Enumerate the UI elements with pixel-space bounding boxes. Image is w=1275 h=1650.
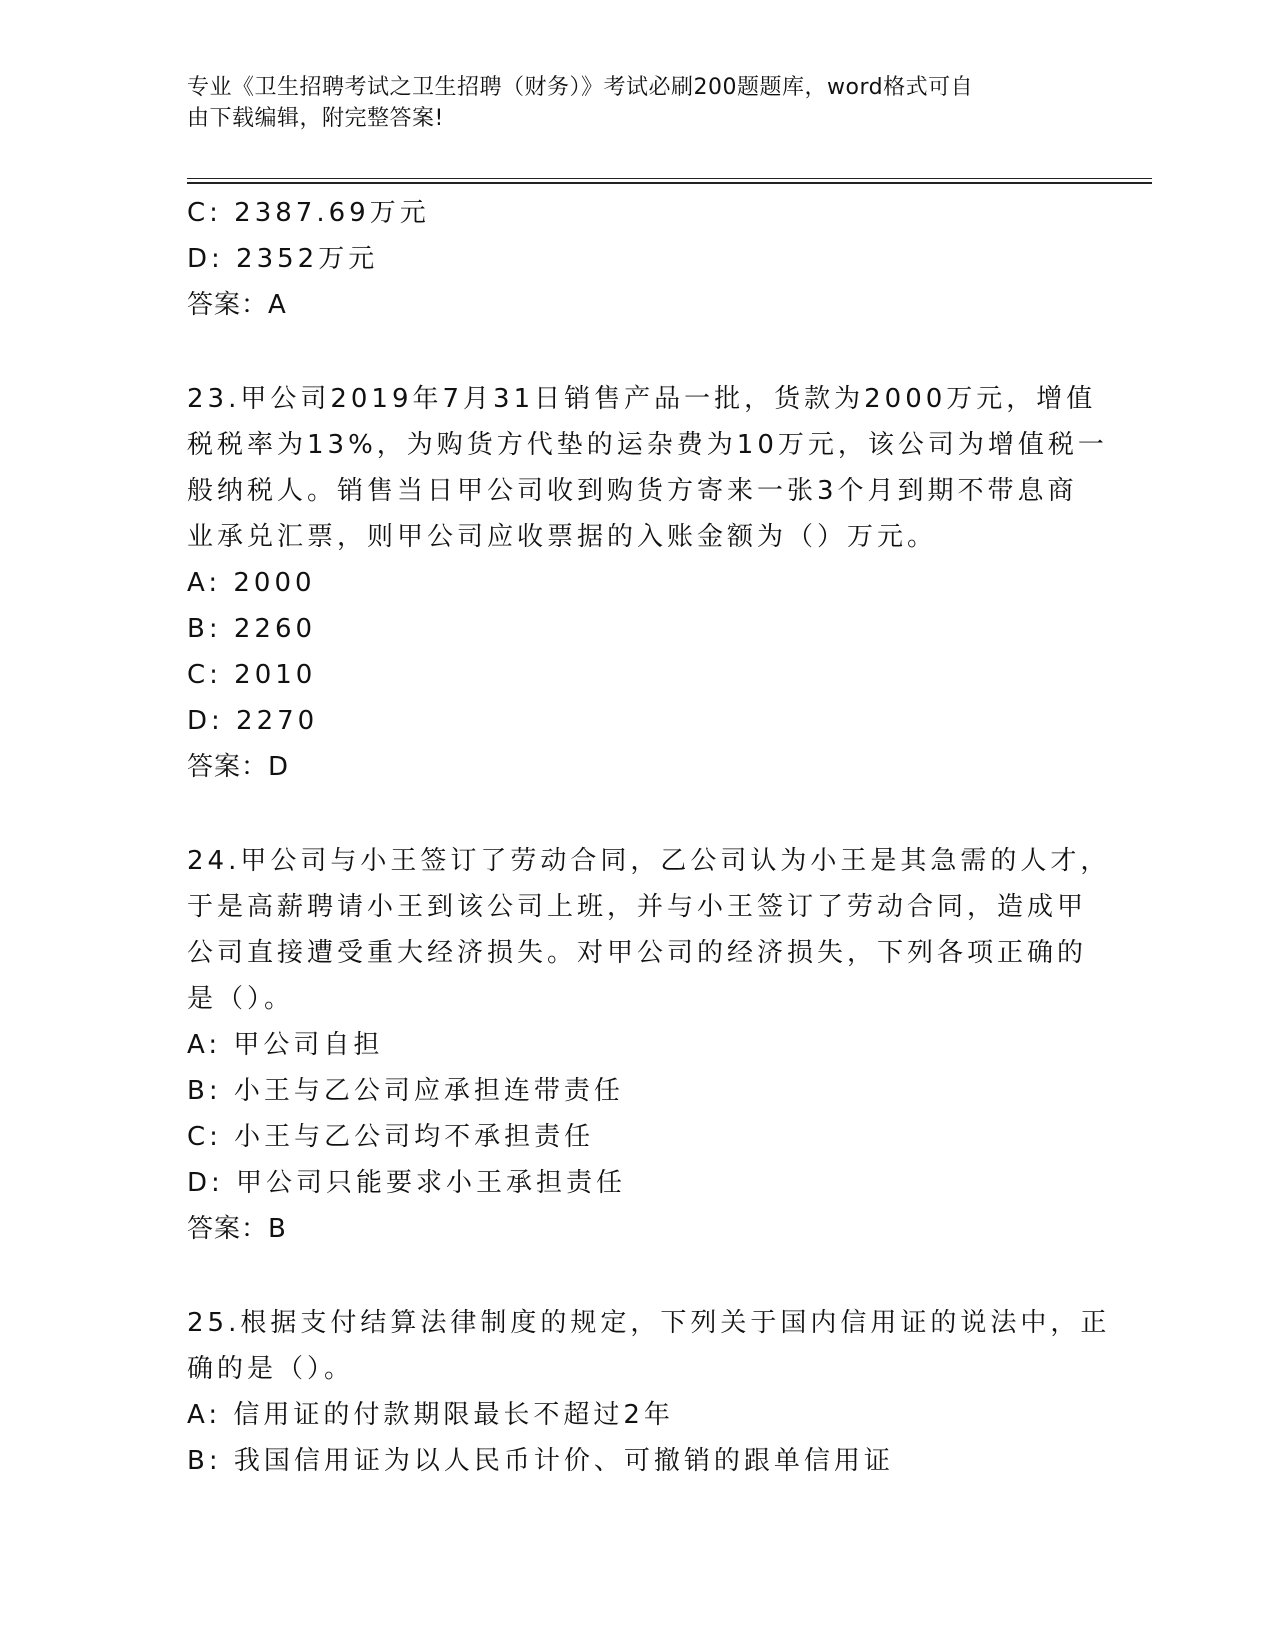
spacer <box>187 328 1087 376</box>
option-a: A: 2000 <box>187 568 316 598</box>
answer-line: 答案：B <box>187 1214 287 1244</box>
previous-question-tail <box>187 190 1087 328</box>
spacer <box>187 790 1087 838</box>
spacer <box>187 1252 1087 1300</box>
question-23 <box>187 376 1108 790</box>
option-a: A: 甲公司自担 <box>187 1030 384 1060</box>
question-stem <box>187 376 1108 560</box>
document-header <box>187 72 1067 134</box>
option-c: C: 2387.69万元 <box>187 198 430 228</box>
stem-line: 业承兑汇票，则甲公司应收票据的入账金额为（）万元。 <box>187 522 938 552</box>
header-line-2: 由下载编辑，附完整答案! <box>187 106 444 131</box>
stem-line: 是（）。 <box>187 984 295 1014</box>
question-list <box>187 190 1111 1484</box>
option-c: C: 2010 <box>187 660 317 690</box>
option-d: D: 2270 <box>187 706 319 736</box>
option-d: D: 2352万元 <box>187 244 379 274</box>
stem-line: 确的是（）。 <box>187 1354 355 1384</box>
option-b: B: 小王与乙公司应承担连带责任 <box>187 1076 624 1106</box>
header-divider-thick <box>187 182 1152 184</box>
option-b: B: 2260 <box>187 614 317 644</box>
question-stem <box>187 838 1111 1022</box>
stem-line: 24.甲公司与小王签订了劳动合同，乙公司认为小王是其急需的人才， <box>187 846 1111 876</box>
option-d: D: 甲公司只能要求小王承担责任 <box>187 1168 627 1198</box>
question-stem <box>187 1300 1111 1392</box>
question-24 <box>187 838 1111 1252</box>
option-c: C: 小王与乙公司均不承担责任 <box>187 1122 595 1152</box>
header-line-1: 专业《卫生招聘考试之卫生招聘（财务）》考试必刷200题题库，word格式可自 <box>187 75 974 100</box>
stem-line: 公司直接遭受重大经济损失。对甲公司的经济损失，下列各项正确的 <box>187 938 1088 968</box>
option-b: B: 我国信用证为以人民币计价、可撤销的跟单信用证 <box>187 1446 894 1476</box>
stem-line: 于是高薪聘请小王到该公司上班，并与小王签订了劳动合同，造成甲 <box>187 892 1088 922</box>
stem-line: 25.根据支付结算法律制度的规定，下列关于国内信用证的说法中，正 <box>187 1308 1111 1338</box>
stem-line: 23.甲公司2019年7月31日销售产品一批，货款为2000万元，增值 <box>187 384 1097 414</box>
answer-line: 答案：D <box>187 752 290 782</box>
stem-line: 般纳税人。销售当日甲公司收到购货方寄来一张3个月到期不带息商 <box>187 476 1078 506</box>
header-divider-thin <box>187 178 1152 179</box>
stem-line: 税税率为13%，为购货方代垫的运杂费为10万元，该公司为增值税一 <box>187 430 1108 460</box>
option-a: A: 信用证的付款期限最长不超过2年 <box>187 1400 674 1430</box>
question-25 <box>187 1300 1111 1484</box>
answer-line: 答案：A <box>187 290 287 320</box>
